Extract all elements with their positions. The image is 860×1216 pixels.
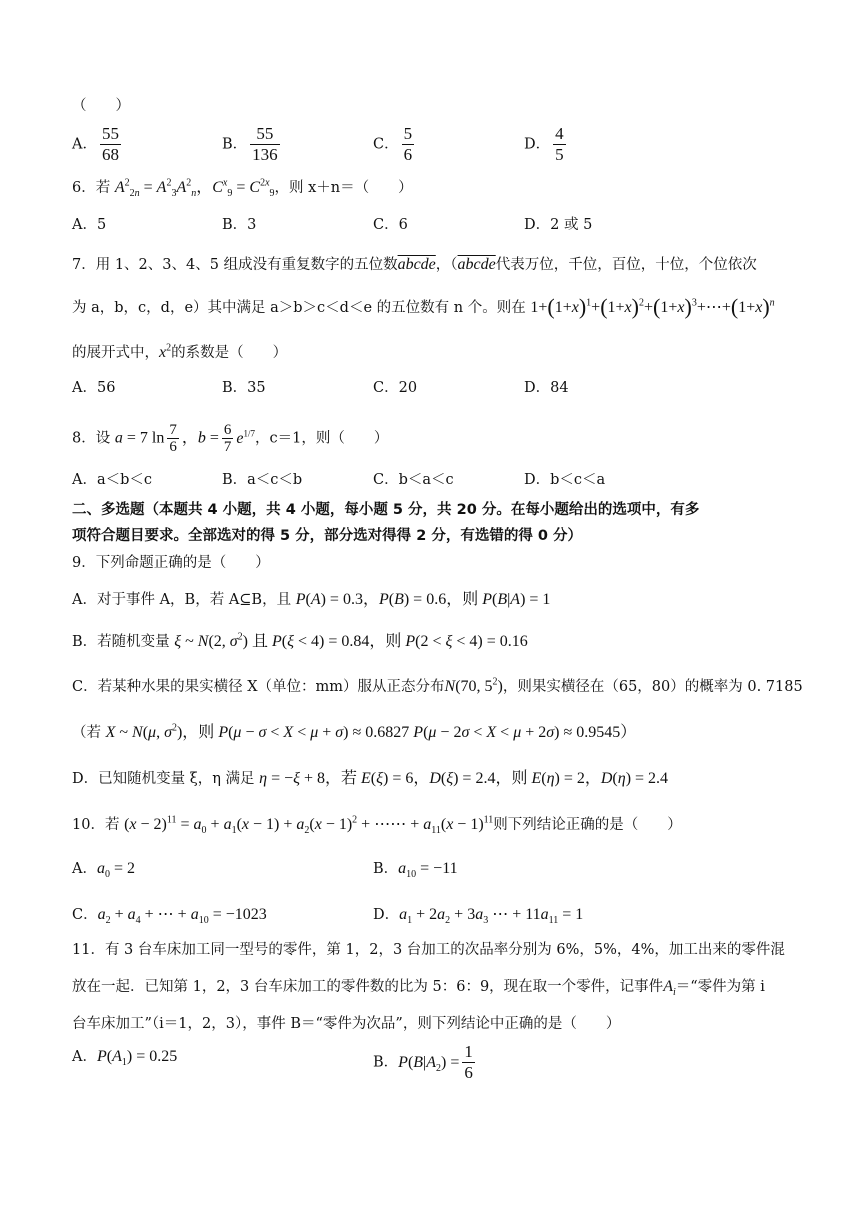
q9-option-c-line1: C．若某种水果的果实横径 X（单位：mm）服从正态分布N(70, $5^2$)，则果实横径在（65，80）的概率为 0. 7185 (72, 676, 803, 695)
q11-line3: 台车床加工”（i＝1，2，3），事件 B＝“零件为次品”，则下列结论中正确的是（ ） (72, 1016, 621, 1032)
q9-option-a: A．对于事件 A，B，若 A⊆B，且 P(A) = 0.3，P(B) = 0.6，则 P(B|A) = 1 (72, 591, 551, 608)
q7-option-b: B．35 (222, 380, 266, 396)
q7-option-d: D．84 (524, 380, 569, 396)
q11-line2: 放在一起．已知第 1，2，3 台车床加工的零件数的比为 5：6：9，现在取一个零件，记事件$A_i=“$零件为第 i (72, 978, 765, 999)
q5-option-a: A． $\frac{55}{68}$ (72, 124, 119, 164)
q6-option-b: B．3 (222, 217, 257, 233)
q7-option-c: C．20 (373, 380, 418, 396)
q8-option-c: C．b＜a＜c (373, 472, 454, 488)
q8-option-b: B．a＜c＜b (222, 472, 303, 488)
q5-option-c: C． $\frac{5}{6}$ (373, 124, 413, 164)
q10-option-a: A．$a_0 = 2$ (72, 860, 136, 881)
q5-option-b: B． $\frac{55}{136}$ (222, 124, 278, 164)
q8-option-d: D．b＜c＜a (524, 472, 606, 488)
q10-stem: 10．若 $(x - 2)^{11} = a_0 + a_1(x - 1) + a_2(x - 1)^2$ + ⋯⋯ + $a_{11}(x - 1)^{11}$则下列结论正确的是（ ） (72, 814, 682, 837)
q11-option-a: A．$P(A_1) = 0.25$ (72, 1048, 178, 1069)
section2-heading-line2: 项符合题目要求。全部选对的得 5 分，部分选对得得 2 分，有选错的得 0 分） (72, 528, 583, 544)
q11-line1: 11．有 3 台车床加工同一型号的零件，第 1，2，3 台加工的次品率分别为 6%，5%，4%，加工出来的零件混 (72, 942, 785, 958)
q6-option-d: D．2 或 5 (524, 217, 593, 233)
q9-option-d: D．已知随机变量 ξ，η 满足 η = −ξ + 8，若 E(ξ) = 6，D(ξ) = 2.4，则 E(η) = 2，D(η) = 2.4 (72, 770, 669, 787)
q9-option-b: B．若随机变量 ξ ~ N(2, $\sigma^2$) 且 P(ξ < 4) = 0.84，则 P(2 < ξ < 4) = 0.16 (72, 631, 528, 650)
q9-stem: 9．下列命题正确的是（ ） (72, 555, 270, 571)
q5-tail: （ ） (72, 98, 130, 114)
q11-option-b: B．$P(B|A_2)$ = $\frac{1}{6}$ (373, 1042, 473, 1082)
q7-line2: 为 a，b，c，d，e）其中满足 a＞b＞c＜d＜e 的五位数有 n 个。则在 $1+(1+x)^1+(1+x)^2+(1+x)^3+\cdots+(1+x)^n$ (72, 294, 775, 319)
q8-option-a: A．a＜b＜c (72, 472, 153, 488)
q6-stem: 6．若 $A^2_{2n} = A^2_3A^2_n$，$C^x_9 = C^{2x}_9$，则 x＋n＝（ ） (72, 177, 413, 200)
section2-heading-line1: 二、多选题（本题共 4 小题，共 4 小题，每小题 5 分，共 20 分。在每小题给出的选项中，有多 (72, 502, 700, 518)
q10-option-c: C．$a_2 + a_4$ + ⋯ + $a_{10} = -1023$ (72, 906, 267, 927)
q7-line3: 的展开式中，$x^2$的系数是（ ） (72, 342, 288, 361)
q6-option-a: A．5 (72, 217, 107, 233)
q8-stem: 8．设 a = 7 ln $\frac{7}{6}$ ，b = $\frac{6}{7}$ $e^{1/7}$，c＝1，则（ ） (72, 422, 389, 455)
q10-option-b: B．$a_{10} = -11$ (373, 860, 458, 881)
q10-option-d: D．$a_1 + 2a_2 + 3a_3$ ⋯ + $11a_{11} = 1$ (373, 906, 584, 927)
q5-option-d: D． $\frac{4}{5}$ (524, 124, 564, 164)
q6-option-c: C．6 (373, 217, 408, 233)
q9-option-c-line2: （若 X ~ N(μ, $\sigma^2$)，则 P(μ − σ < X < μ + σ) ≈ 0.6827 P(μ − 2σ < X < μ + 2σ) ≈ 0.9545） (72, 722, 637, 741)
q7-option-a: A．56 (72, 380, 116, 396)
q7-line1: 7．用 1、2、3、4、5 组成没有重复数字的五位数abcde，（abcde代表万位，千位，百位，十位，个位依次 (72, 256, 757, 273)
